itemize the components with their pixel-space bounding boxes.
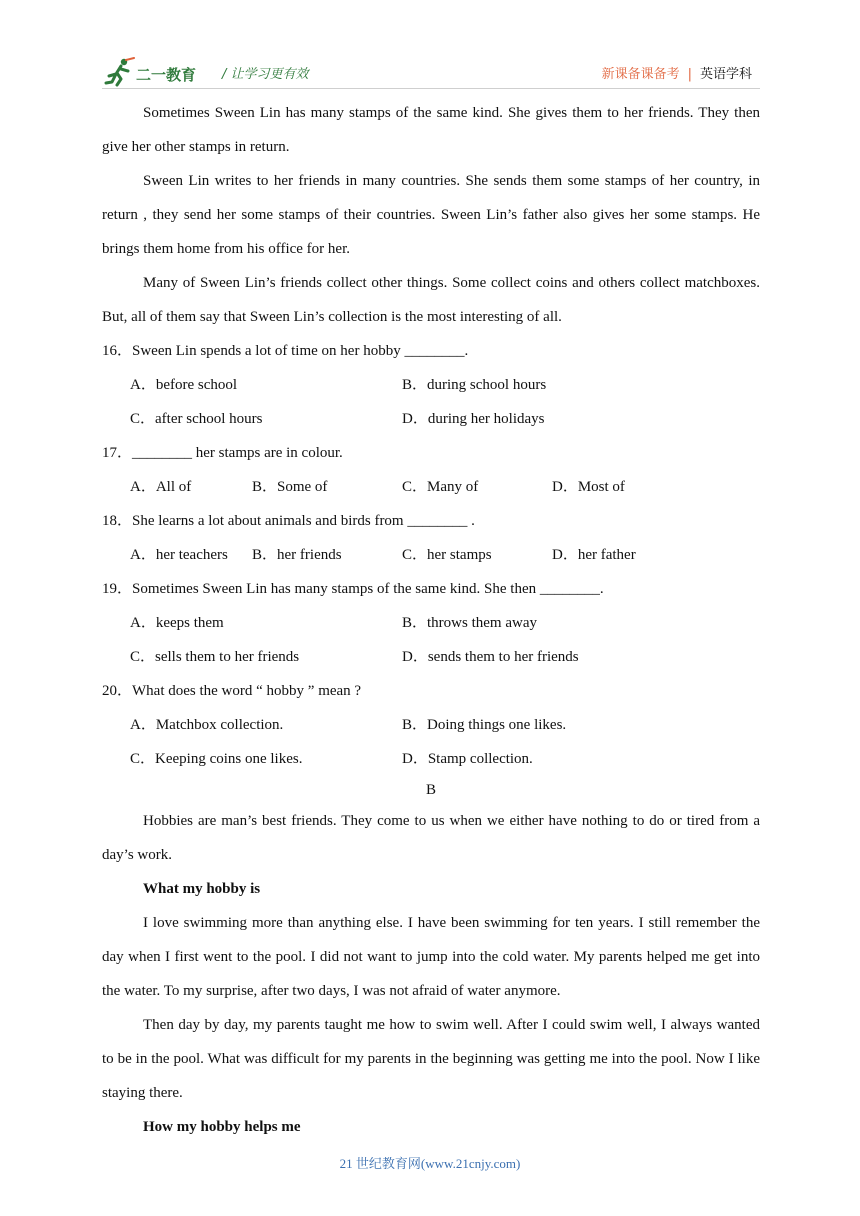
page-content — [102, 96, 760, 1144]
page-footer: 21 世纪教育网(www.21cnjy.com) — [339, 1156, 521, 1171]
header-separator: | — [687, 67, 692, 82]
passage-paragraph: Sween Lin writes to her friends in many countries. She sends them some stamps of her country, in return , they send her some stamps of their countries. Sween Lin’s father also gives her some stamps. He brings them home from his office for her. — [102, 173, 760, 257]
header-subject: 英语学科 — [699, 67, 752, 82]
options-row — [102, 538, 760, 572]
option-d: D．her father — [552, 547, 636, 563]
option-b: B．during school hours — [402, 377, 547, 393]
passage-paragraph: Many of Sween Lin’s friends collect other things. Some collect coins and others collect matchboxes. But, all of them say that Sween Lin’s collection is the most interesting of all. — [102, 275, 760, 325]
option-d: D．during her holidays — [402, 411, 545, 427]
option-c: C．Many of — [402, 479, 479, 495]
option-c: C．after school hours — [130, 411, 263, 427]
option-a: A．All of — [130, 479, 192, 495]
option-b: B．Doing things one likes. — [402, 717, 567, 733]
option-d: D．sends them to her friends — [402, 649, 579, 665]
options-row — [102, 742, 760, 776]
option-a: A．Matchbox collection. — [130, 717, 284, 733]
logo-text: 二一教育 — [136, 66, 197, 84]
question-stem: 20．What does the word “ hobby ” mean ? — [102, 683, 362, 699]
runner-icon — [104, 57, 136, 87]
section-heading: How my hobby helps me — [143, 1119, 301, 1135]
section-heading: What my hobby is — [143, 881, 261, 897]
question-stem: 17．________ her stamps are in colour. — [102, 445, 343, 461]
option-a: A．keeps them — [130, 615, 224, 631]
question-stem: 18．She learns a lot about animals and birds from ________ . — [102, 513, 475, 529]
question-stem: 16．Sween Lin spends a lot of time on her hobby ________. — [102, 343, 469, 359]
page-header — [0, 0, 860, 95]
options-row — [102, 640, 760, 674]
passage-paragraph: Then day by day, my parents taught me how to swim well. After I could swim well, I always wanted to be in the pool. What was difficult for my parents in the beginning was getting me into the pool. Now I like staying there. — [102, 1017, 760, 1101]
options-row — [102, 708, 760, 742]
option-d: D．Most of — [552, 479, 625, 495]
passage-paragraph: Sometimes Sween Lin has many stamps of the same kind. She gives them to her friends. They then give her other stamps in return. — [102, 105, 760, 155]
header-slogan: / 让学习更有效 — [222, 67, 309, 82]
option-a: A．her teachers — [130, 547, 228, 563]
option-b: B．Some of — [252, 479, 328, 495]
option-b: B．her friends — [252, 547, 342, 563]
header-right — [602, 63, 752, 82]
option-b: B．throws them away — [402, 615, 537, 631]
site-logo — [104, 57, 212, 87]
question-stem: 19．Sometimes Sween Lin has many stamps of the same kind. She then ________. — [102, 581, 604, 597]
options-row — [102, 368, 760, 402]
options-row — [102, 470, 760, 504]
section-label: B — [425, 782, 436, 798]
header-label: 新课备课备考 — [601, 67, 680, 82]
option-d: D．Stamp collection. — [402, 751, 533, 767]
option-c: C．sells them to her friends — [130, 649, 300, 665]
options-row — [102, 402, 760, 436]
header-divider — [102, 88, 760, 89]
passage-paragraph: I love swimming more than anything else. I have been swimming for ten years. I still remember the day when I first went to the pool. I did not want to jump into the cold water. My parents helped me get into the water. To my surprise, after two days, I was not afraid of water anymore. — [102, 915, 760, 999]
options-row — [102, 606, 760, 640]
option-c: C．Keeping coins one likes. — [130, 751, 303, 767]
passage-paragraph: Hobbies are man’s best friends. They come to us when we either have nothing to do or tired from a day’s work. — [102, 813, 760, 863]
option-c: C．her stamps — [402, 547, 492, 563]
option-a: A．before school — [130, 377, 238, 393]
